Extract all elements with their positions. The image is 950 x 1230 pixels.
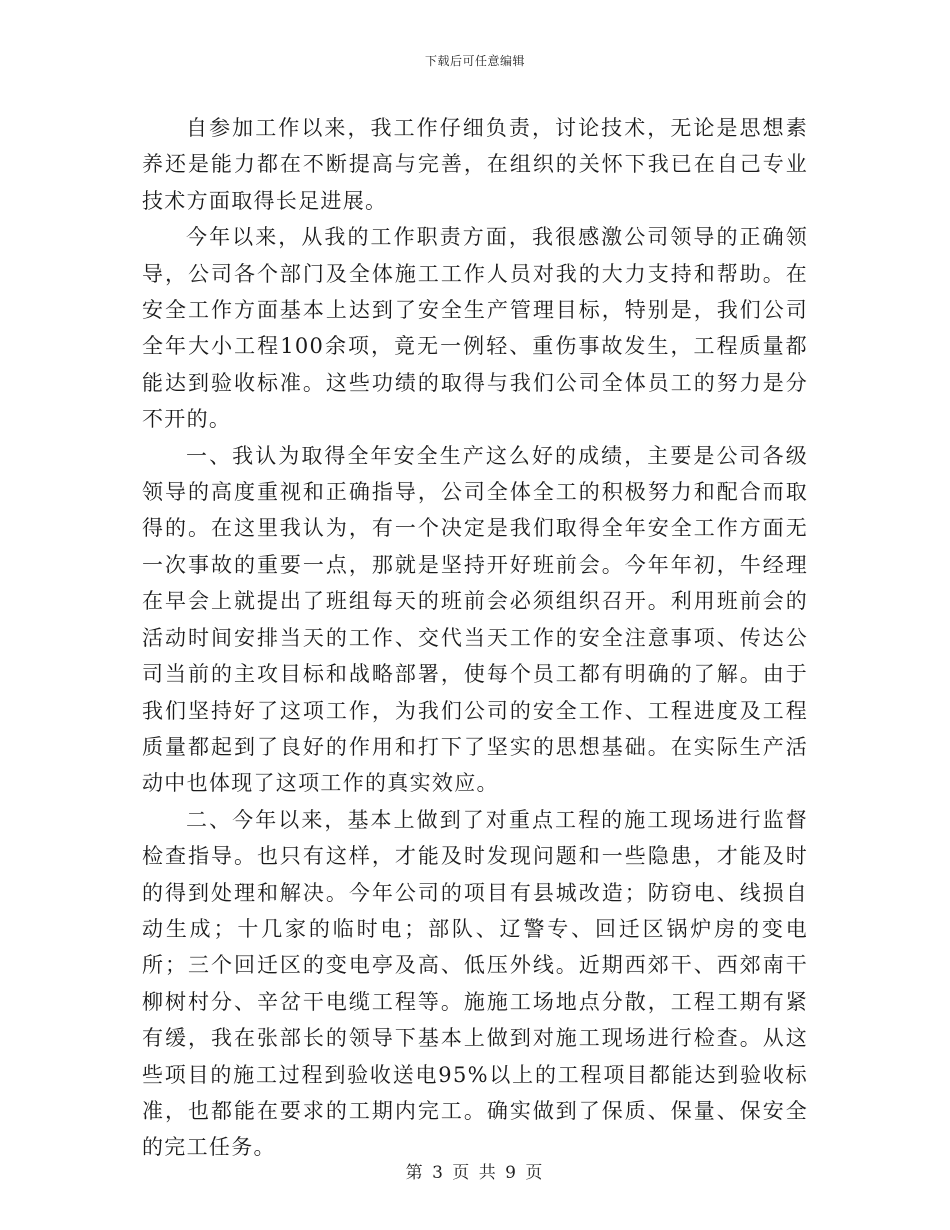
page-header: 下载后可任意编辑	[424, 54, 525, 68]
paragraph-achievements: 今年以来，从我的工作职责方面，我很感激公司领导的正确领导，公司各个部门及全体施工工作人员对我的大力支持和帮助。在安全工作方面基本上达到了安全生产管理目标，特别是，我们公司全年大小工程100余项，竟无一例轻、重伤事故发生，工程质量都能达到验收标准。这些功绩的取得与我们公司全体员工的努力是分不开的。	[142, 225, 808, 432]
page-number-footer: 第 3 页 共 9 页	[405, 1163, 545, 1183]
paragraph-intro: 自参加工作以来，我工作仔细负责，讨论技术，无论是思想素养还是能力都在不断提高与完善，在组织的关怀下我已在自己专业技术方面取得长足进展。	[142, 116, 808, 213]
document-body	[142, 110, 808, 1166]
paragraph-point-two: 二、今年以来，基本上做到了对重点工程的施工现场进行监督检查指导。也只有这样，才能及时发现问题和一些隐患，才能及时的得到处理和解决。今年公司的项目有县城改造；防窃电、线损自动生成；十几家的临时电；部队、辽警专、回迁区锅炉房的变电所；三个回迁区的变电亭及高、低压外线。近期西郊干、西郊南干柳树村分、辛岔干电缆工程等。施施工场地点分散，工程工期有紧有缓，我在张部长的领导下基本上做到对施工现场进行检查。从这些项目的施工过程到验收送电95%以上的工程项目都能达到验收标准，也都能在要求的工期内完工。确实做到了保质、保量、保安全的完工任务。	[142, 807, 808, 1160]
paragraph-point-one: 一、我认为取得全年安全生产这么好的成绩，主要是公司各级领导的高度重视和正确指导，公司全体全工的积极努力和配合而取得的。在这里我认为，有一个决定是我们取得全年安全工作方面无一次事故的重要一点，那就是坚持开好班前会。今年年初，牛经理在早会上就提出了班组每天的班前会必须组织召开。利用班前会的活动时间安排当天的工作、交代当天工作的安全注意事项、传达公司当前的主攻目标和战略部署，使每个员工都有明确的了解。由于我们坚持好了这项工作，为我们公司的安全工作、工程进度及工程质量都起到了良好的作用和打下了坚实的思想基础。在实际生产活动中也体现了这项工作的真实效应。	[142, 443, 808, 796]
